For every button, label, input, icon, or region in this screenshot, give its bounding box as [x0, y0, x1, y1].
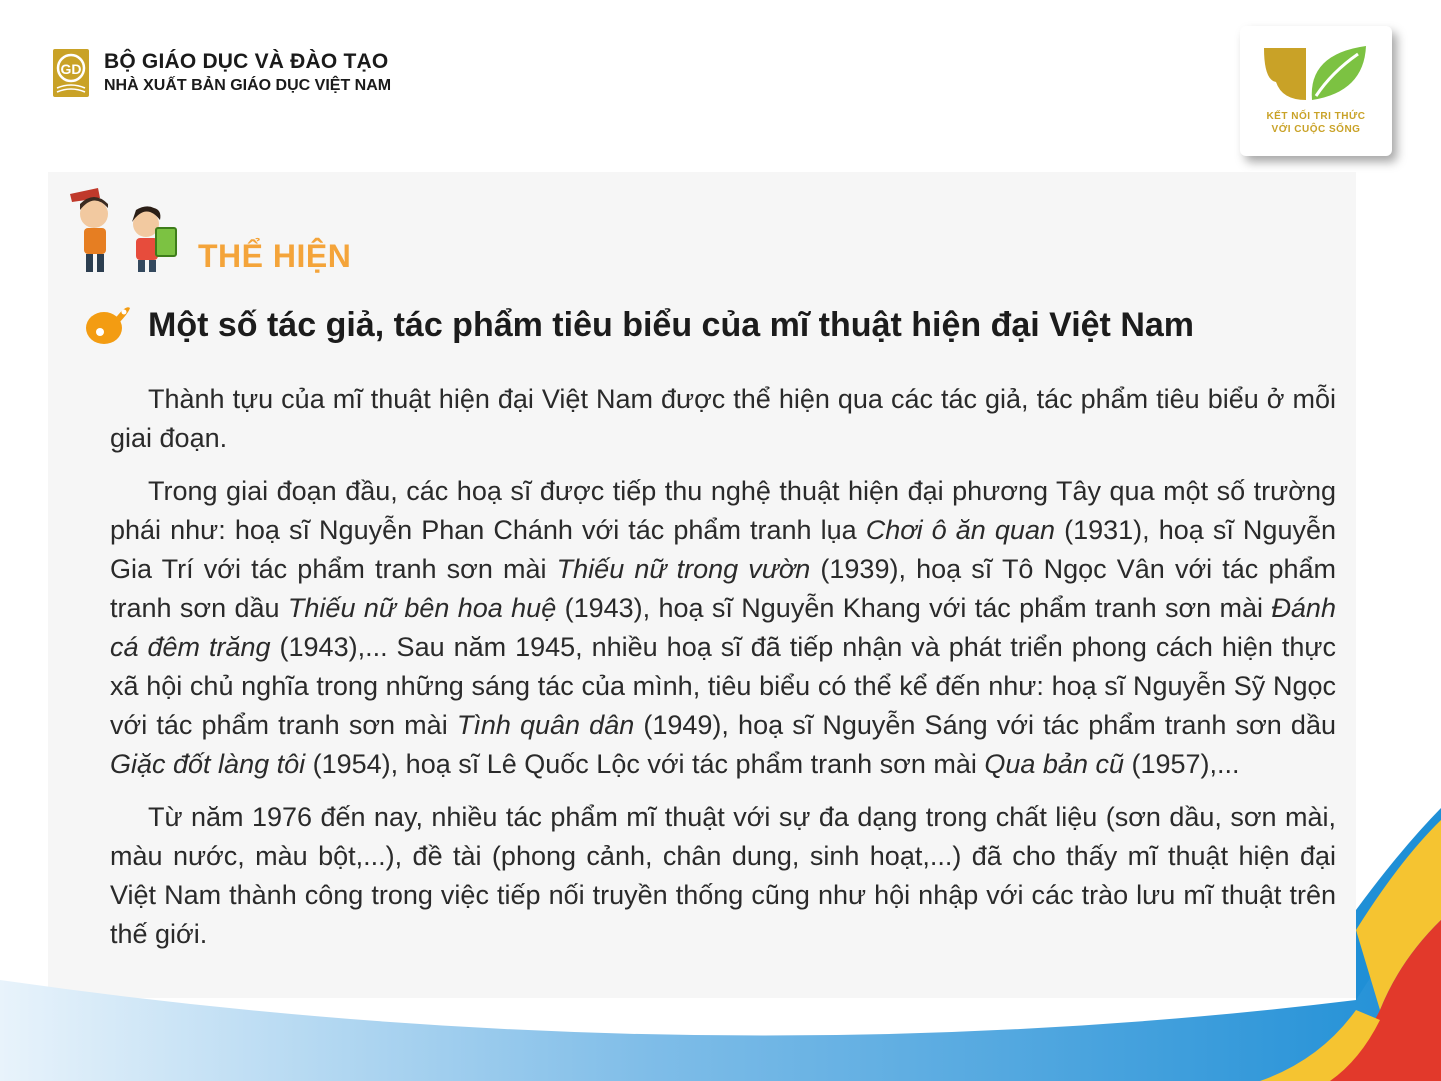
- svg-text:GD: GD: [60, 61, 82, 77]
- series-line-2: VỚI CUỘC SỐNG: [1271, 124, 1361, 135]
- palette-icon: [82, 300, 132, 350]
- text-segment: (1939), hoạ sĩ Tô Ngọc Vân với tác phẩm tranh sơn dầu: [110, 554, 1336, 623]
- section-label: THỂ HIỆN: [198, 238, 352, 274]
- series-badge: [1240, 26, 1392, 156]
- publisher-ministry: BỘ GIÁO DỤC VÀ ĐÀO TẠO: [104, 50, 389, 73]
- text-segment: (1957),...: [1123, 749, 1240, 779]
- artwork-title: Thiếu nữ trong vườn: [556, 554, 811, 584]
- artwork-title: Thiếu nữ bên hoa huệ: [287, 593, 557, 623]
- publisher-name: NHÀ XUẤT BẢN GIÁO DỤC VIỆT NAM: [104, 77, 392, 94]
- decorative-swoosh: [0, 780, 1441, 1081]
- paragraph-intro: Thành tựu của mĩ thuật hiện đại Việt Nam được thể hiện qua các tác giả, tác phẩm tiêu biểu ở mỗi giai đoạn.: [110, 384, 1336, 453]
- text-segment: Trong giai đoạn đầu, các hoạ sĩ được tiếp thu nghệ thuật hiện đại phương Tây qua một số trường phái như: hoạ sĩ Nguyễn Phan Chánh với tác phẩm tranh lụa: [110, 476, 1336, 545]
- text-segment: (1949), hoạ sĩ Nguyễn Sáng với tác phẩm tranh sơn dầu: [634, 710, 1336, 740]
- series-logo-icon: [1262, 42, 1370, 106]
- artwork-title: Chơi ô ăn quan: [865, 515, 1055, 545]
- artwork-title: Đánh cá đêm trăng: [110, 593, 1336, 662]
- children-mascot-icon: [64, 184, 184, 276]
- text-segment: (1931), hoạ sĩ Nguyễn Gia Trí với tác phẩm tranh sơn mài: [110, 515, 1336, 584]
- text-segment: (1943),... Sau năm 1945, nhiều hoạ sĩ đã tiếp nhận và phát triển phong cách hiện thực xã hội chủ nghĩa trong những sáng tác của mình, tiêu biểu có thể kể đến như: hoạ sĩ Nguyễn Sỹ Ngọc với tác phẩm tranh sơn mài: [110, 632, 1336, 740]
- artwork-title: Tình quân dân: [456, 710, 635, 740]
- text-segment: (1954), hoạ sĩ Lê Quốc Lộc với tác phẩm tranh sơn mài: [305, 749, 985, 779]
- paragraph-since-1976: Từ năm 1976 đến nay, nhiều tác phẩm mĩ thuật với sự đa dạng trong chất liệu (sơn dầu, sơn mài, màu nước, màu bột,...), đề tài (phong cảnh, chân dung, sinh hoạt,...) đã cho thấy mĩ thuật hiện đại Việt Nam thành công trong việc tiếp nối truyền thống cũng như hội nhập với các trào lưu mĩ thuật trên thế giới.: [110, 802, 1336, 949]
- paragraph-early-period: [110, 472, 1336, 784]
- text-segment: (1943), hoạ sĩ Nguyễn Khang với tác phẩm tranh sơn mài: [556, 593, 1272, 623]
- series-line-1: KẾT NỐI TRI THỨC: [1266, 111, 1366, 122]
- artwork-title: Giặc đốt làng tôi: [110, 749, 306, 779]
- publisher-header: [52, 48, 391, 98]
- section-heading: Một số tác giả, tác phẩm tiêu biểu của mĩ thuật hiện đại Việt Nam: [148, 306, 1195, 344]
- artwork-title: Qua bản cũ: [984, 749, 1124, 779]
- publisher-logo-icon: [52, 48, 90, 98]
